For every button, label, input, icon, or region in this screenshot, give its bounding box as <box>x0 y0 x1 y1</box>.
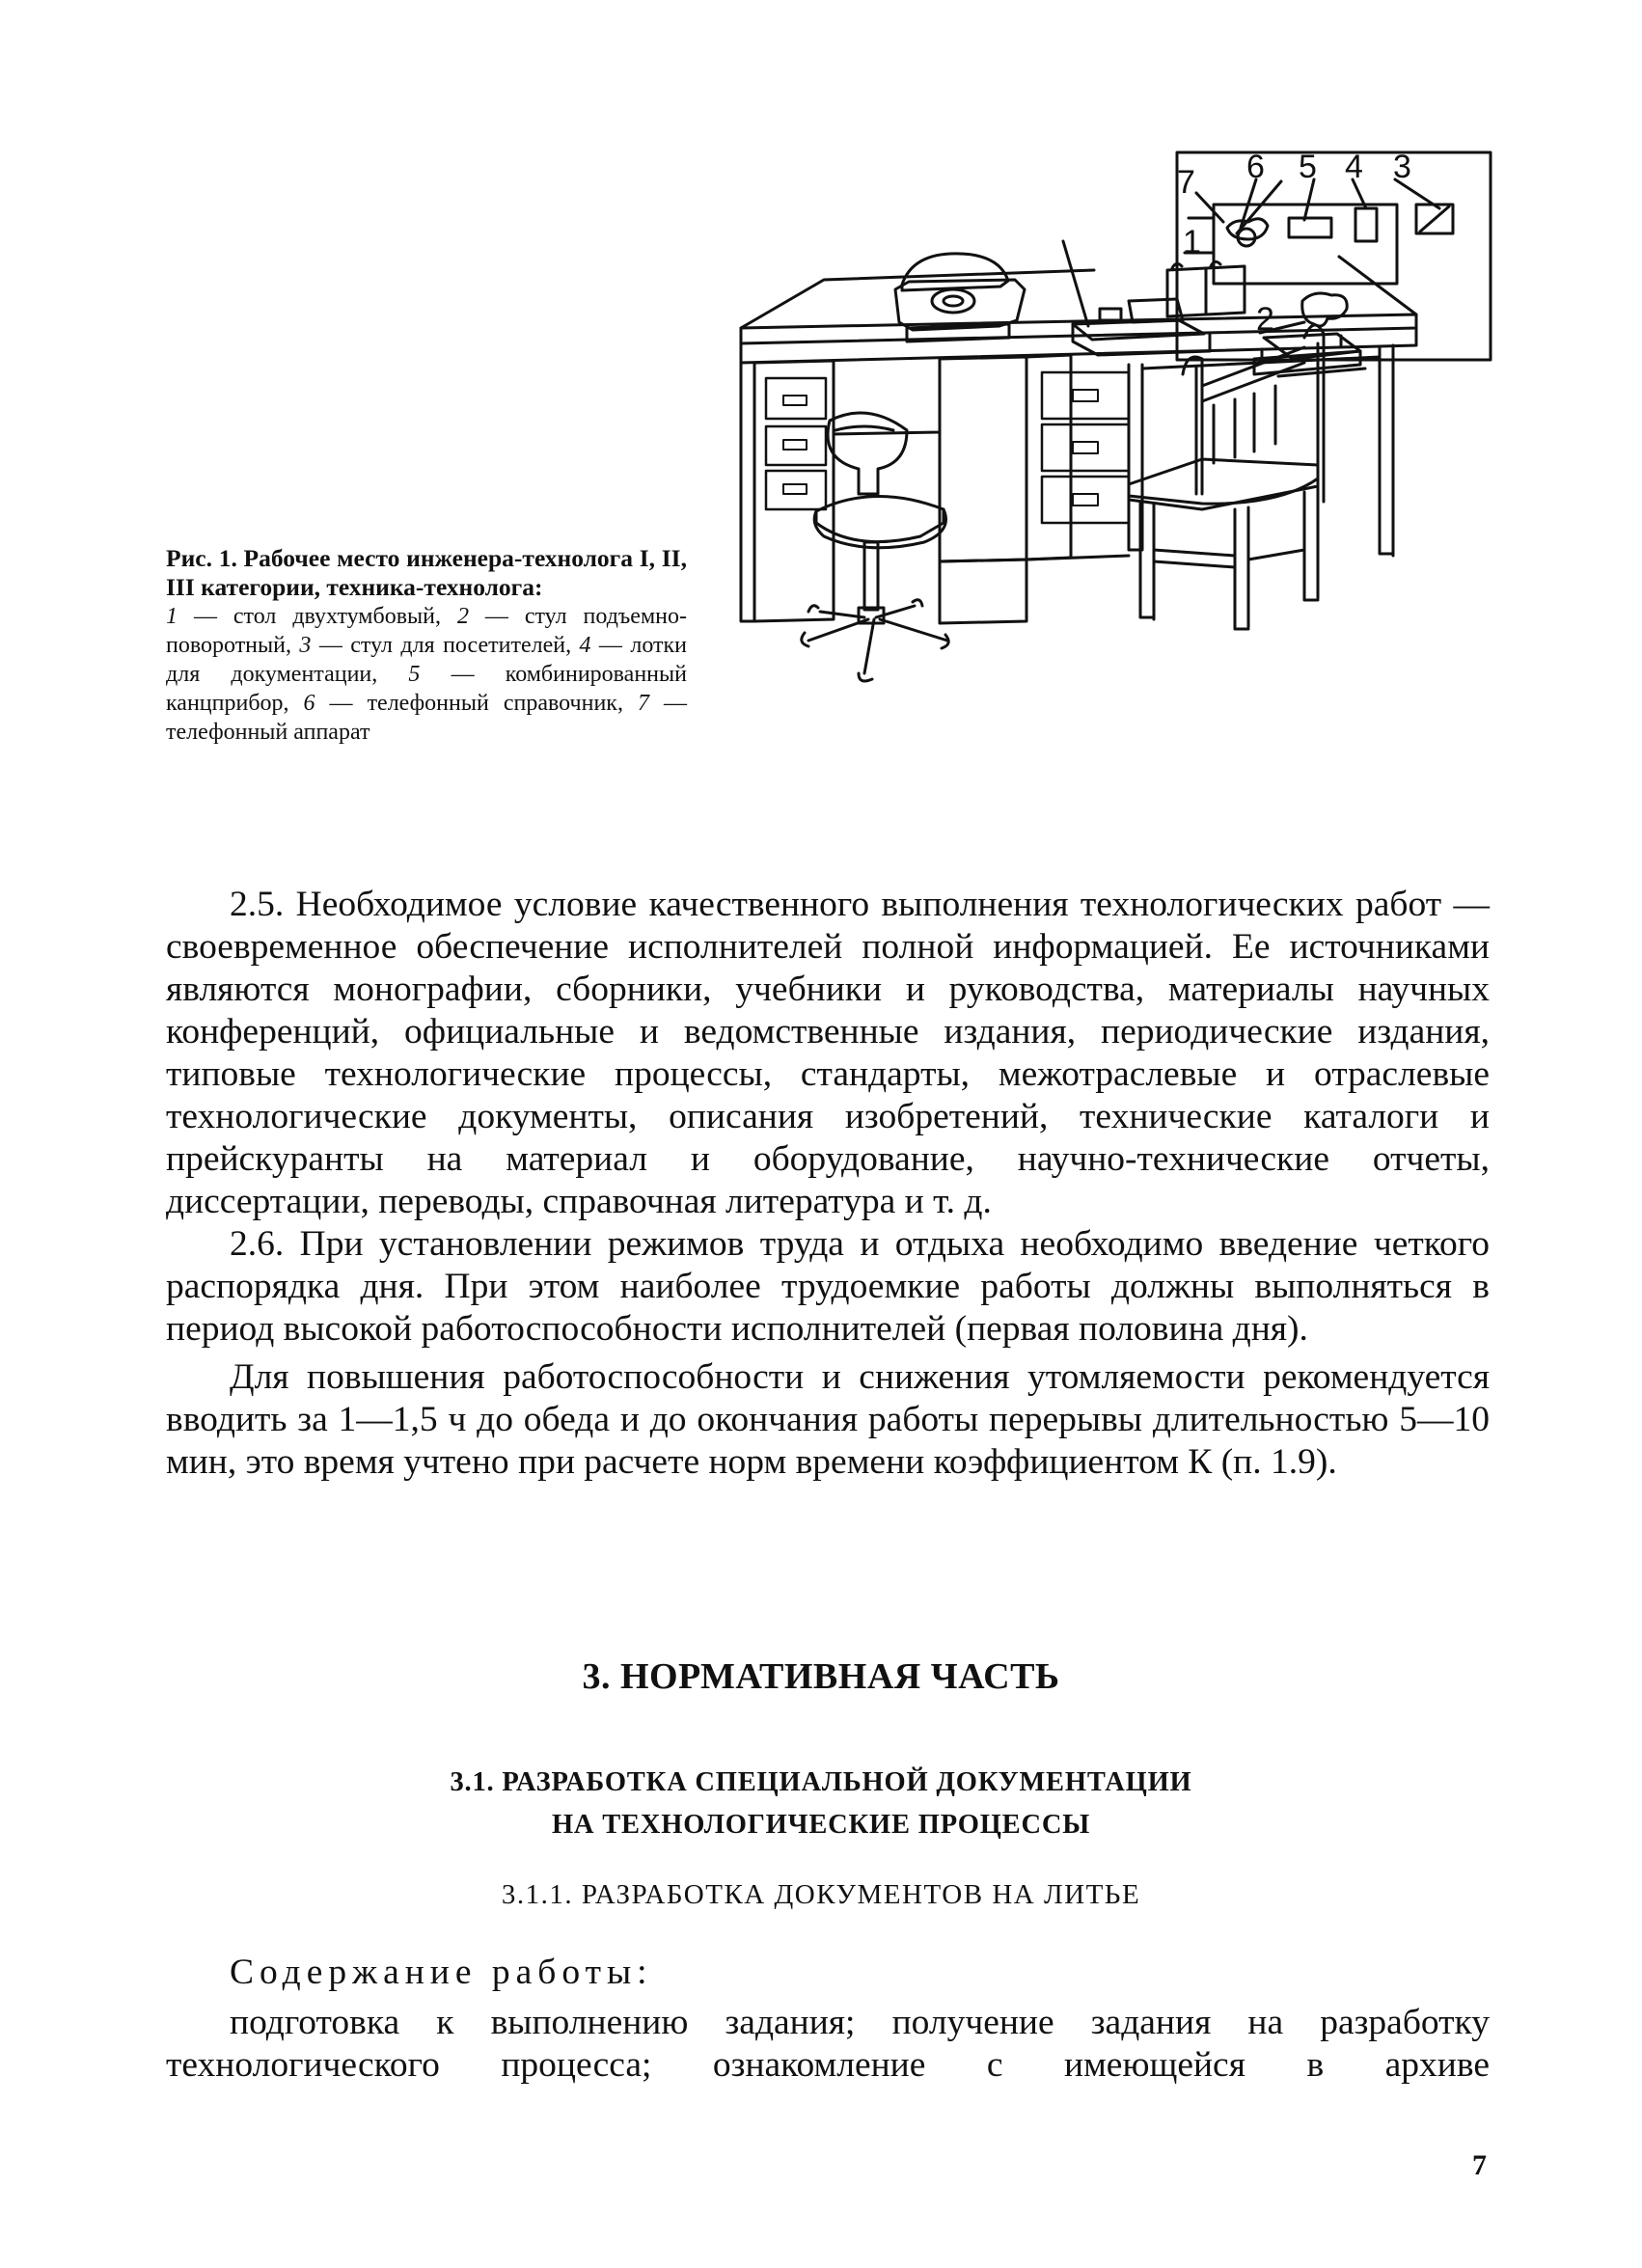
plan-label-5: 5 <box>1299 149 1317 185</box>
legend-text-4: — лотки для документации, <box>166 633 687 687</box>
legend-num-6: 6 <box>303 691 315 716</box>
paragraph-2-6-continued: Для повышения работоспособности и снижения утомляемости рекомендуется вводить за 1—1,5 ч до обеда и до окончания работы перерывы длительностью 5—10 мин, это время учтено при расчете норм времени коэффициентом К (п. 1.9). <box>166 1357 1490 1482</box>
legend-text-6: — телефонный справочник, <box>315 691 638 716</box>
plan-label-6: 6 <box>1246 149 1265 185</box>
legend-num-3: 3 <box>299 633 312 658</box>
legend-num-4: 4 <box>579 633 591 658</box>
legend-text-5: — комбинированный канцприбор, <box>166 662 687 716</box>
swivel-chair-drawing <box>802 413 948 681</box>
figure-legend <box>166 602 687 747</box>
legend-text-2: — стул подъемно-поворотный, <box>166 604 687 658</box>
plan-label-1: 1 <box>1183 224 1201 260</box>
legend-num-2: 2 <box>456 604 469 629</box>
telephone-drawing <box>895 254 1025 342</box>
paragraph-2-6: 2.6. При установлении режимов труда и отдыха необходимо введение четкого распорядка дня. При этом наиболее трудоемкие работы должны выполняться в период высокой работоспособности исполнителей (первая половина дня). <box>166 1224 1490 1349</box>
section-heading: 3. НОРМАТИВНАЯ ЧАСТЬ <box>582 1656 1060 1697</box>
legend-num-5: 5 <box>408 662 421 687</box>
legend-num-1: 1 <box>166 604 178 629</box>
legend-text-3: — стул для посетителей, <box>311 633 580 658</box>
section-2-text <box>166 884 1490 1484</box>
legend-num-7: 7 <box>637 691 649 716</box>
subsection-heading <box>0 1762 1642 1846</box>
content-text-block <box>166 2002 1490 2087</box>
legend-text-7: — телефонный аппарат <box>166 691 687 745</box>
content-label: Содержание работы: <box>230 1953 653 1992</box>
content-text: подготовка к выполнению задания; получение задания на разработку технологического процесса; ознакомление с имеющейся в архиве <box>166 2003 1490 2085</box>
figure-caption <box>166 544 687 747</box>
figure-caption-title: Рис. 1. Рабочее место инженера-технолога I, II, III категории, техника-технолога: <box>166 544 687 601</box>
document-tray-drawing <box>1254 334 1365 376</box>
page-number: 7 <box>1472 2149 1487 2181</box>
plan-label-2: 2 <box>1256 301 1274 338</box>
plan-labels <box>1177 149 1411 338</box>
plan-label-7: 7 <box>1177 164 1195 201</box>
paragraph-2-5: 2.5. Необходимое условие качественного выполнения технологических работ — своевременное обеспечение исполнителей полной информацией. Ее источниками являются монографии, сборники, учебники и руководства, материалы научных конференций, официальные и ведомственные издания, периодические издания, типовые технологические процессы, стандарты, межотраслевые и отраслевые технологические документы, описания изобретений, технические каталоги и прейскуранты на материал и оборудование, научно-технические отчеты, диссертации, переводы, справочная литература и т. д. <box>166 885 1490 1221</box>
workstation-figure <box>714 145 1515 849</box>
subsubsection-heading: 3.1.1. РАЗРАБОТКА ДОКУМЕНТОВ НА ЛИТЬЕ <box>501 1879 1141 1910</box>
desk-organizer-drawing <box>1063 241 1245 355</box>
subsection-heading-line-1: 3.1. РАЗРАБОТКА СПЕЦИАЛЬНОЙ ДОКУМЕНТАЦИИ <box>450 1767 1192 1797</box>
subsection-heading-line-2: НА ТЕХНОЛОГИЧЕСКИЕ ПРОЦЕССЫ <box>551 1810 1091 1840</box>
desk-drawing <box>741 257 1416 623</box>
plan-label-3: 3 <box>1393 149 1411 185</box>
legend-text-1: — стол двухтумбовый, <box>178 604 457 629</box>
plan-label-4: 4 <box>1345 149 1363 185</box>
